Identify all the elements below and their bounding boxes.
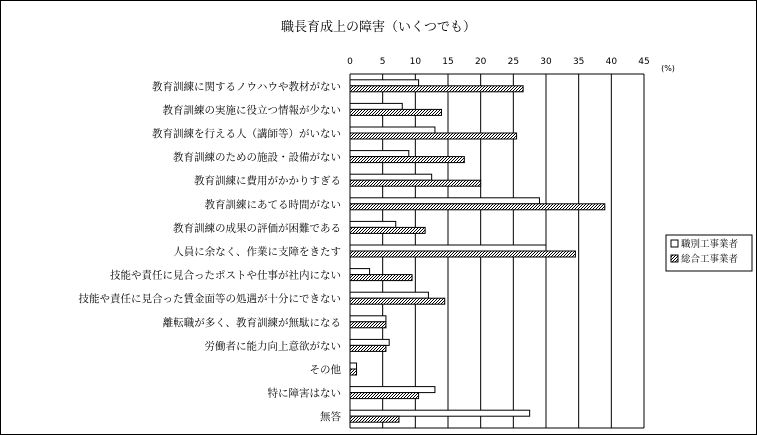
bar-series [350, 80, 605, 422]
x-tick-label: 15 [442, 57, 454, 67]
bar-series-2 [350, 298, 445, 304]
category-labels [79, 80, 342, 423]
x-tick-label: 5 [379, 57, 386, 67]
bar-series-1 [350, 339, 389, 345]
bar-series-1 [350, 103, 402, 109]
bar-series-2 [350, 322, 386, 328]
bar-series-2 [350, 275, 412, 281]
category-label: 無答 [320, 411, 341, 424]
category-label: その他 [309, 364, 341, 376]
x-axis [347, 57, 675, 73]
x-tick-label: 25 [507, 57, 520, 67]
bar-series-2 [350, 345, 386, 351]
bar-series-1 [350, 410, 530, 416]
axis-unit-label: (%) [661, 64, 675, 73]
x-tick-label: 45 [638, 57, 650, 67]
x-tick-label: 40 [605, 57, 618, 67]
bar-series-1 [350, 80, 419, 86]
bar-series-1 [350, 174, 432, 180]
bar-series-2 [350, 227, 425, 233]
legend-label: 職別工事業者 [681, 239, 739, 250]
category-label: 教育訓練にあてる時間がない [204, 198, 341, 211]
bar-series-2 [350, 86, 523, 92]
legend-swatch [671, 240, 678, 247]
chart-title: 職長育成上の障害（いくつでも） [280, 20, 476, 35]
x-tick-label: 20 [474, 57, 487, 67]
category-label: 特に障害はない [267, 387, 341, 400]
x-tick-label: 0 [347, 57, 353, 67]
category-label: 技能や責任に見合った賃金面等の処遇が十分にできない [78, 293, 341, 306]
bar-series-2 [350, 204, 605, 210]
bar-series-2 [350, 416, 399, 422]
category-label: 教育訓練に関するノウハウや教材がない [152, 80, 341, 93]
bar-series-2 [350, 251, 575, 257]
x-tick-label: 10 [409, 57, 422, 67]
category-label: 教育訓練に費用がかかりすぎる [194, 175, 341, 188]
legend-swatch [671, 255, 678, 262]
bar-series-1 [350, 245, 546, 251]
category-label: 労働者に能力向上意欲がない [204, 340, 341, 353]
legend [666, 235, 752, 271]
bar-series-1 [350, 363, 357, 369]
bar-series-1 [350, 387, 435, 393]
category-label: 教育訓練を行える人（講師等）がいない [152, 128, 341, 140]
category-label: 教育訓練の実施に役立つ情報が少ない [162, 104, 341, 117]
legend-label: 総合工事業者 [681, 254, 739, 265]
bar-series-1 [350, 151, 409, 157]
category-label: 教育訓練のための施設・設備がない [173, 151, 341, 164]
bar-series-2 [350, 180, 481, 186]
bar-series-1 [350, 127, 435, 133]
category-label: 人員に余なく、作業に支障をきたす [173, 246, 341, 258]
x-tick-label: 30 [540, 57, 552, 67]
bar-series-2 [350, 157, 464, 163]
bar-series-1 [350, 269, 370, 275]
category-label: 離転職が多く、教育訓練が無駄になる [162, 316, 341, 329]
bar-series-2 [350, 369, 357, 375]
bar-series-1 [350, 292, 428, 298]
bar-series-2 [350, 133, 517, 139]
x-tick-label: 35 [572, 57, 585, 67]
category-label: 教育訓練の成果の評価が困難である [173, 222, 341, 235]
bar-series-2 [350, 393, 419, 399]
category-label: 技能や責任に見合ったポストや仕事が社内にない [110, 269, 341, 282]
bar-series-1 [350, 198, 539, 204]
bar-series-2 [350, 109, 441, 115]
bar-series-1 [350, 316, 386, 322]
bar-series-1 [350, 221, 396, 227]
